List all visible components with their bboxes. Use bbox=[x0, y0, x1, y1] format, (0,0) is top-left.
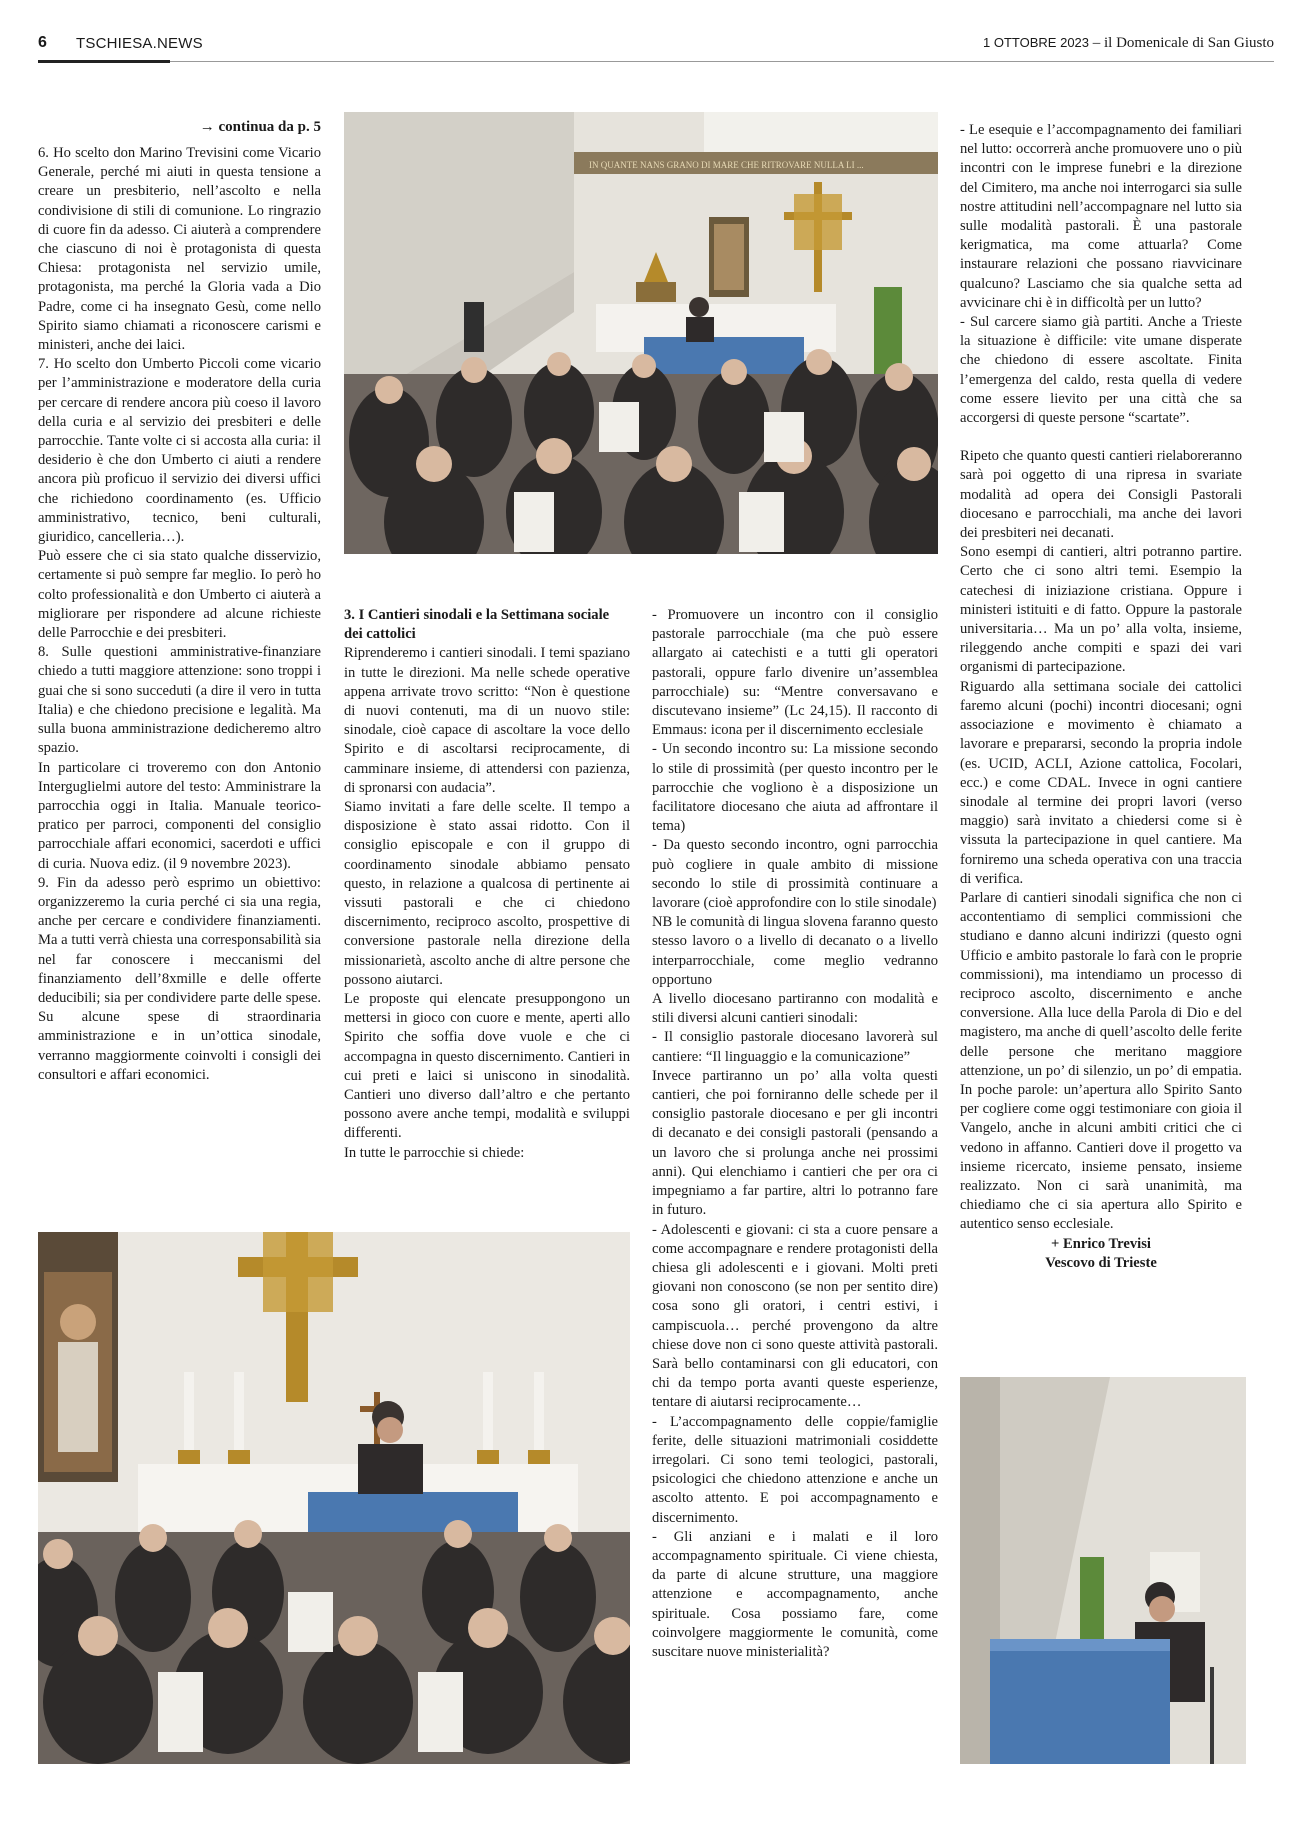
paragraph: 7. Ho scelto don Umberto Piccoli come vicario per l’amministrazione e moderatore della curia per cercare di rendere ancora più coeso il lavoro della curia e al servizio dei presbiteri e delle parrocchie. Tante volte ci si accosta alla curia: il desiderio è che don Umberto ci aiuti a rendere ancora più proficuo il servizio dei diversi uffici che richiedono coordinamento (es. Ufficio amministrativo, tecnico, beni culturali, giuridico, cancelleria…). bbox=[38, 356, 321, 546]
paragraph: In tutte le parrocchie si chiede: bbox=[344, 1144, 525, 1161]
page-header bbox=[38, 34, 1274, 56]
paragraph: In particolare ci troveremo con don Antonio Interguglielmi autore del testo: Amministrare la parrocchia oggi in Italia. Manuale teorico-pratico per parroci, componenti del consiglio parrocchiale affari economici, sacerdoti e uffici di curia. Nuova ediz. (il 9 novembre 2023). bbox=[38, 759, 321, 872]
photo-bishop-altar-image bbox=[38, 1232, 630, 1764]
header-rule bbox=[38, 61, 1274, 62]
paragraph: - Da questo secondo incontro, ogni parrocchia può cogliere in quale ambito di missione secondo lo stile di prossimità continuare a lavorare (cioè approfondire con lo stile sinodale) bbox=[652, 837, 938, 912]
signature-name: + Enrico Trevisi bbox=[1051, 1235, 1151, 1252]
issue-date: 1 OTTOBRE 2023 bbox=[983, 35, 1090, 50]
section-title: 3. I Cantieri sinodali e la Settimana sociale dei cattolici bbox=[344, 607, 610, 643]
photo-bishop-altar bbox=[38, 1232, 630, 1764]
paragraph: - Gli anziani e i malati e il loro accompagnamento spirituale. Ci viene chiesta, da parte di alcune strutture, una maggiore attenzione e accompagnamento, anche spirituale. Cosa possiamo fare, come coinvolgere maggiormente le comunità, come suscitare nuove ministerialità? bbox=[652, 1528, 938, 1660]
paragraph: 9. Fin da adesso però esprimo un obiettivo: organizzeremo la curia perché ci sia una regia, anche per cercare e condividere finanziamenti. Ma a tutti verrà chiesta una corresponsabilità sia nel far conoscere i meccanismi del finanziamento dell’8xmille e delle offerte deducibili; sia per condividere parte delle spese. Su alcune spese di straordinaria amministrazione e in un’ottica sinodale, verranno maggiormente coinvolti i consigli dei consultori e affari economici. bbox=[38, 874, 321, 1083]
photo-bishop-seated bbox=[960, 1377, 1246, 1764]
paragraph: - Promuovere un incontro con il consiglio pastorale parrocchiale (ma che può essere allargato ai catechisti e a tutti gli operatori pastorali, oppure farlo divenire un’assemblea parrocchiale) su: “Mentre conversavano e discutevano insieme” (Lc 24,15). Il racconto di Emmaus: icona per il discernimento ecclesiale bbox=[652, 607, 938, 739]
column-4 bbox=[960, 121, 1242, 1273]
paragraph: NB le comunità di lingua slovena faranno questo stesso lavoro o a livello di decanato o a livello interparrocchiale, come meglio vedranno opportuno bbox=[652, 914, 938, 988]
paragraph: - L’accompagnamento delle coppie/famiglie ferite, delle situazioni matrimoniali cosiddette irregolari. Ci sono temi teologici, pastorali, psicologici che chiedono attenzione e anche un ascolto attento. E poi accompagnamento e discernimento. bbox=[652, 1413, 938, 1526]
column-2 bbox=[344, 606, 630, 1163]
paragraph: Può essere che ci sia stato qualche disservizio, certamente si può sempre far meglio. Io però ho colto professionalità e don Umberto ci aiuterà a migliorare per rispondere ad alcune richieste delle Parrocchie e dei presbiteri. bbox=[38, 548, 321, 642]
photo-bishop-seated-image bbox=[960, 1377, 1246, 1764]
paragraph: Riguardo alla settimana sociale dei cattolici faremo alcuni (pochi) incontri diocesani; ogni associazione e movimento è chiamato a lavorare e prepararsi, secondo la propria indole (es. UCID, ACLI, Azione cattolica, Focolari, ecc.) e come CDAL. Invece in ogni cantiere sinodale al termine dei propri lavori (verso maggio) sarà invitato a chiedersi come si è vissuta la partecipazione in quel cantiere. Ma forniremo una scheda operativa con una traccia di verifica. bbox=[960, 678, 1242, 887]
masthead: il Domenicale di San Giusto bbox=[1104, 35, 1274, 51]
paragraph: - Il consiglio pastorale diocesano lavorerà sul cantiere: “Il linguaggio e la comunicazione” bbox=[652, 1029, 938, 1065]
paragraph: Parlare di cantieri sinodali significa che non ci accontentiamo di semplici commissioni che studiano e danno alcuni indirizzi (questo ogni Ufficio e ambito pastorale lo farà con le proprie commissioni), ma intendiamo un processo di reciproco ascolto, discernimento e anche conversione. Alla luce della Parola di Dio e del magistero, ma anche di quell’ascolto delle ferite delle persone che meritano maggiore attenzione, un po’ di silenzio, un po’ di empatia. In poche parole: un’apertura allo Spirito Santo per cogliere come oggi testimoniare con gioia il Vangelo, anche in alcuni ambiti critici che ci vedono in affanno. Cantieri dove il progetto va insieme ricercato, insieme pensato, insieme realizzato. Non ci sarà unanimità, ma chiediamo che ci sia apertura allo Spirito e autentico senso ecclesiale. bbox=[960, 889, 1242, 1233]
signature bbox=[960, 1235, 1242, 1273]
paragraph: Riprenderemo i cantieri sinodali. I temi spaziano in tutte le direzioni. Ma nelle schede operative appena arrivate trovo scritto: “Non è questione di nuovi contenuti, ma di un nuovo stile: sinodale, cioè capace di ascoltare la voce dello Spirito e di ascoltarsi reciprocamente, di camminare insieme, di attendersi con pazienza, di spronarsi con audacia”. bbox=[344, 645, 630, 796]
banner-text: IN QUANTE NANS GRANO DI MARE CHE RITROVARE NULLA LI ... bbox=[589, 160, 864, 170]
page-number: 6 bbox=[38, 34, 47, 51]
paragraph: Siamo invitati a fare delle scelte. Il tempo a disposizione è stato assai ridotto. Con il consiglio episcopale e con il gruppo di coordinamento sinodale abbiamo pensato questo, in relazione a qualcosa di pertinente ai vissuti pastorali e che ci chiedono discernimento, reciproco ascolto, prospettive di conversione pastorale nella direzione della missionarietà, ascolto anche di altre persone che possono aiutarci. bbox=[344, 799, 630, 988]
paragraph: A livello diocesano partiranno con modalità e stili diversi alcuni cantieri sinodali: bbox=[652, 991, 938, 1027]
site-name: TSCHIESA.NEWS bbox=[76, 35, 203, 52]
paragraph: 6. Ho scelto don Marino Trevisini come Vicario Generale, perché mi aiuti in questa tensione a creare un presbiterio, nell’ascolto e nella condivisione di stili di comunione. Lo ringrazio di cuore fin da adesso. Ci aiuterà a comprendere che ciascuno di noi è protagonista di questa Chiesa: protagonista nel servizio umile, protagonista, ma perché la Gloria vada a Dio Padre, come ci ha insegnato Gesù, come nello Spirito siamo chiamati a riconoscere carismi e ministeri, anche dei laici. bbox=[38, 145, 321, 354]
paragraph: - Sul carcere siamo già partiti. Anche a Trieste la situazione è difficile: vite umane disperate che chiedono di essere ascoltate. Finita l’emergenza del caldo, resta quella di vedere come essere lievito per una città che sa accorgersi di queste persone “scartate”. bbox=[960, 314, 1242, 427]
column-3 bbox=[652, 606, 938, 1662]
paragraph: - Adolescenti e giovani: ci sta a cuore pensare a come accompagnare e rendere protagonisti della chiesa gli adolescenti e i giovani. Molti preti giovani non conoscono (se non per sentito dire) cosa sono gli oratori, i centri estivi, i campiscuola… perché provengono da altre chiese dove non ci sono queste attività pastorali. Sarà bello contaminarsi con gli educatori, con chi da tempo porta avanti queste esperienze, tentare di aiutarsi reciprocamente… bbox=[652, 1221, 938, 1411]
issue-info bbox=[983, 35, 1274, 52]
photo-assembly-wide bbox=[344, 112, 938, 554]
paragraph: - Un secondo incontro su: La missione secondo lo stile di prossimità (per questo incontro per le parrocchie che vogliono è a disposizione un facilitatore diocesano che aiuta ad affrontare il tema) bbox=[652, 741, 938, 835]
signature-role: Vescovo di Trieste bbox=[1045, 1254, 1157, 1271]
paragraph: - Le esequie e l’accompagnamento dei familiari nel lutto: occorrerà anche promuovere uno o più incontri con le imprese funebri e la direzione del Cimitero, ma anche noi interrogarci sia sulle nostre attitudini nell’accompagnare nel lutto sia sulle modalità pastorali. È una pastorale kerigmatica, ma come attuarla? Come instaurare relazioni che possano riavvicinare qualcuno? Lasciamo che sia qualche setta ad avvicinare chi è in difficoltà per un lutto? bbox=[960, 122, 1242, 311]
paragraph: 8. Sulle questioni amministrative-finanziare chiedo a tutti maggiore attenzione: sono troppi i guai che si sono succeduti (a dire il vero in tutta Italia) e che chiedono precisione e legalità. Ma sulla buona amministrazione dedicheremo altro spazio. bbox=[38, 644, 321, 757]
header-rule-accent bbox=[38, 60, 170, 63]
column-1 bbox=[38, 144, 321, 1085]
continued-from: → continua da p. 5 bbox=[199, 119, 321, 135]
paragraph: Sono esempi di cantieri, altri potranno partire. Certo che ci sono altri temi. Esempio la catechesi di iniziazione cristiana. Oppure i ministeri istituiti e di fatto. Oppure la pastorale universitaria… Ma un po’ alla volta, insieme, rileggendo anche compiti e spazi dei vari organismi di partecipazione. bbox=[960, 544, 1242, 676]
paragraph: Ripeto che quanto questi cantieri rielaboreranno sarà poi oggetto di una ripresa in svariate modalità ad opera dei Consigli Pastorali diocesano e parrocchiali, ma anche dei lavori dei presbiteri nei decanati. bbox=[960, 448, 1242, 542]
photo-assembly-wide-image bbox=[344, 112, 938, 554]
paragraph: Invece partiranno un po’ alla volta questi cantieri, che poi forniranno delle schede per il consiglio pastorale diocesano e per gli incontri di decanato e dei consigli pastorali (pensando a un lavoro che si prolunga anche nei prossimi anni). Qui elenchiamo i cantieri che per ora ci impegniamo a far partire, altri lo potranno fare in futuro. bbox=[652, 1067, 938, 1219]
paragraph: Le proposte qui elencate presuppongono un mettersi in gioco con cuore e mente, aperti allo Spirito che soffia dove vuole e che ci accompagna in questo discernimento. Cantieri in cui preti e laici si uniscono in sinodalità. Cantieri uno diverso dall’altro e che pertanto possono avere anche tempi, modalità e sviluppi differenti. bbox=[344, 991, 630, 1142]
issue-separator: – bbox=[1089, 35, 1105, 51]
